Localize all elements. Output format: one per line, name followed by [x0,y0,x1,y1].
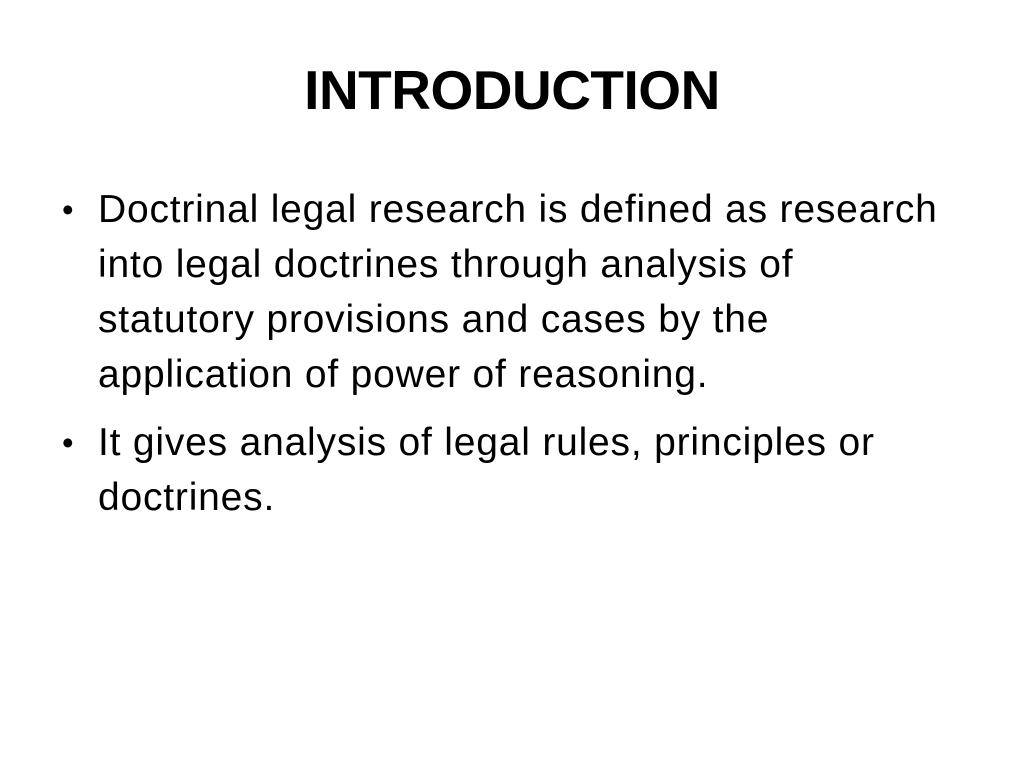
bullet-marker: • [62,424,74,461]
bullet-line: doctrines. [98,476,276,519]
bullet-line: statutory provisions and cases by the [98,298,770,341]
slide-body [62,182,994,538]
bullet-text [98,182,994,402]
bullet-marker: • [62,191,74,228]
bullet-line: application of power of reasoning. [98,353,709,396]
bullet-item [62,182,994,402]
slide-title: INTRODUCTION [304,59,720,121]
bullet-line: into legal doctrines through analysis of [98,243,794,286]
bullet-line: It gives analysis of legal rules, principles or [98,421,875,464]
bullet-text [98,415,994,525]
bullet-item [62,415,994,525]
bullet-line: Doctrinal legal research is defined as research [98,188,938,231]
